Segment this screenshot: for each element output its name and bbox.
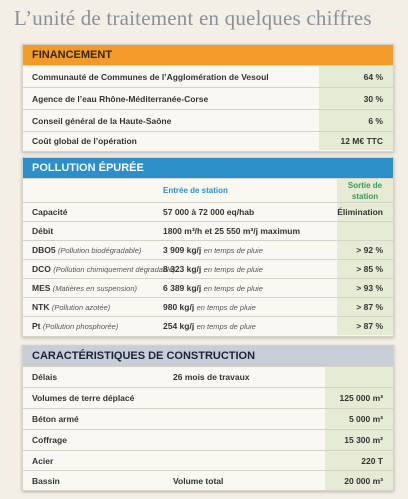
row-entree bbox=[163, 321, 256, 331]
row-value bbox=[325, 367, 393, 387]
row-sortie bbox=[337, 222, 393, 240]
row-entree bbox=[163, 245, 263, 255]
table-row bbox=[23, 240, 393, 259]
row-mid: 26 mois de travaux bbox=[173, 372, 250, 382]
table-row bbox=[23, 131, 393, 150]
table-row bbox=[23, 65, 393, 87]
row-entree bbox=[163, 283, 263, 293]
row-value: 220 T bbox=[325, 451, 393, 470]
row-label: Bassin bbox=[32, 475, 60, 486]
row-label: Coffrage bbox=[32, 435, 67, 445]
column-header-entree: Entrée de station bbox=[163, 186, 228, 195]
table-row bbox=[23, 366, 393, 387]
row-sortie: > 92 % bbox=[337, 241, 393, 259]
row-label bbox=[23, 321, 163, 331]
row-entree-note: en temps de pluie bbox=[203, 265, 263, 274]
row-label: Acier bbox=[32, 455, 54, 466]
row-label: Coût global de l’opération bbox=[32, 136, 137, 146]
table-row bbox=[23, 429, 393, 450]
construction-section bbox=[22, 345, 394, 491]
row-label-text: DBO5 bbox=[32, 245, 56, 255]
row-label-text: NTK bbox=[32, 302, 50, 312]
row-value: 5 000 m³ bbox=[325, 409, 393, 429]
pollution-header-part2: ÉPURÉE bbox=[98, 162, 144, 174]
pollution-header bbox=[23, 158, 393, 178]
financement-section bbox=[22, 44, 394, 152]
row-entree-value: 6 389 kg/j bbox=[163, 283, 202, 293]
row-sortie: > 85 % bbox=[337, 260, 393, 278]
pollution-column-headers bbox=[23, 178, 393, 202]
row-label-sub: (Pollution azotée) bbox=[51, 303, 111, 312]
row-entree-value: 254 kg/j bbox=[163, 321, 195, 331]
row-entree bbox=[163, 302, 256, 312]
row-sortie: Élimination bbox=[337, 203, 393, 221]
row-value: 64 % bbox=[319, 66, 393, 87]
table-row bbox=[23, 387, 393, 408]
row-label bbox=[23, 302, 163, 312]
row-entree bbox=[163, 264, 263, 274]
row-entree-note: en temps de pluie bbox=[196, 322, 256, 331]
row-label: Délais bbox=[32, 372, 58, 382]
construction-header: CARACTÉRISTIQUES DE CONSTRUCTION bbox=[23, 346, 393, 366]
row-label-text: Capacité bbox=[32, 207, 68, 217]
table-row bbox=[23, 87, 393, 109]
pollution-header-part1: POLLUTION bbox=[32, 162, 99, 174]
pollution-section bbox=[22, 157, 394, 337]
row-label-text: MES bbox=[32, 283, 51, 293]
row-label: Conseil général de la Haute-Saône bbox=[32, 115, 172, 126]
row-label-sub: (Pollution chimiquement dégradable) bbox=[53, 265, 176, 274]
row-label: Béton armé bbox=[32, 414, 79, 424]
row-label bbox=[23, 283, 163, 293]
row-entree-value: 3 909 kg/j bbox=[163, 245, 202, 255]
row-label bbox=[23, 207, 163, 217]
row-label-text: Pt bbox=[32, 321, 41, 331]
table-row bbox=[23, 470, 393, 490]
row-value: 15 300 m² bbox=[325, 430, 393, 450]
page-title: L’unité de traitement en quelques chiffres bbox=[14, 6, 372, 30]
row-label-sub: (Pollution phosphorée) bbox=[42, 322, 119, 331]
row-value: 20 000 m³ bbox=[325, 471, 393, 490]
row-sortie: > 87 % bbox=[337, 317, 393, 335]
row-entree-note: en temps de pluie bbox=[203, 246, 263, 255]
row-label-text: Débit bbox=[32, 226, 54, 236]
row-entree: 1800 m³/h et 25 550 m³/j maximum bbox=[163, 226, 301, 236]
table-row bbox=[23, 316, 393, 335]
row-label-sub: (Pollution biodégradable) bbox=[58, 246, 142, 255]
table-row bbox=[23, 109, 393, 131]
row-entree-value: 8 323 kg/j bbox=[163, 264, 202, 274]
table-row bbox=[23, 202, 393, 221]
table-row bbox=[23, 278, 393, 297]
row-label bbox=[23, 245, 163, 255]
row-entree-note: en temps de pluie bbox=[196, 303, 256, 312]
row-label bbox=[23, 226, 163, 236]
row-label-text: DCO bbox=[32, 264, 51, 274]
table-row bbox=[23, 408, 393, 429]
row-label: Volumes de terre déplacé bbox=[32, 393, 135, 403]
row-label: Agence de l’eau Rhône-Méditerranée-Corse bbox=[32, 93, 209, 104]
row-entree-value: 980 kg/j bbox=[163, 302, 195, 312]
row-label-sub: (Matières en suspension) bbox=[52, 284, 138, 293]
row-label bbox=[23, 264, 176, 274]
row-label: Communauté de Communes de l’Agglomération de Vesoul bbox=[32, 71, 269, 82]
table-row bbox=[23, 450, 393, 470]
row-value: 125 000 m³ bbox=[325, 388, 393, 408]
row-mid: Volume total bbox=[173, 475, 224, 486]
table-row bbox=[23, 221, 393, 240]
financement-header: FINANCEMENT bbox=[23, 45, 393, 65]
row-sortie: > 87 % bbox=[337, 298, 393, 316]
table-row bbox=[23, 297, 393, 316]
row-sortie: > 93 % bbox=[337, 279, 393, 297]
row-value: 6 % bbox=[319, 110, 393, 131]
row-entree-note: en temps de pluie bbox=[203, 284, 263, 293]
row-value: 30 % bbox=[319, 88, 393, 109]
column-header-sortie: Sortie de station bbox=[337, 179, 393, 202]
table-row bbox=[23, 259, 393, 278]
row-entree: 57 000 à 72 000 eq/hab bbox=[163, 207, 255, 217]
row-value: 12 M€ TTC bbox=[319, 132, 393, 150]
